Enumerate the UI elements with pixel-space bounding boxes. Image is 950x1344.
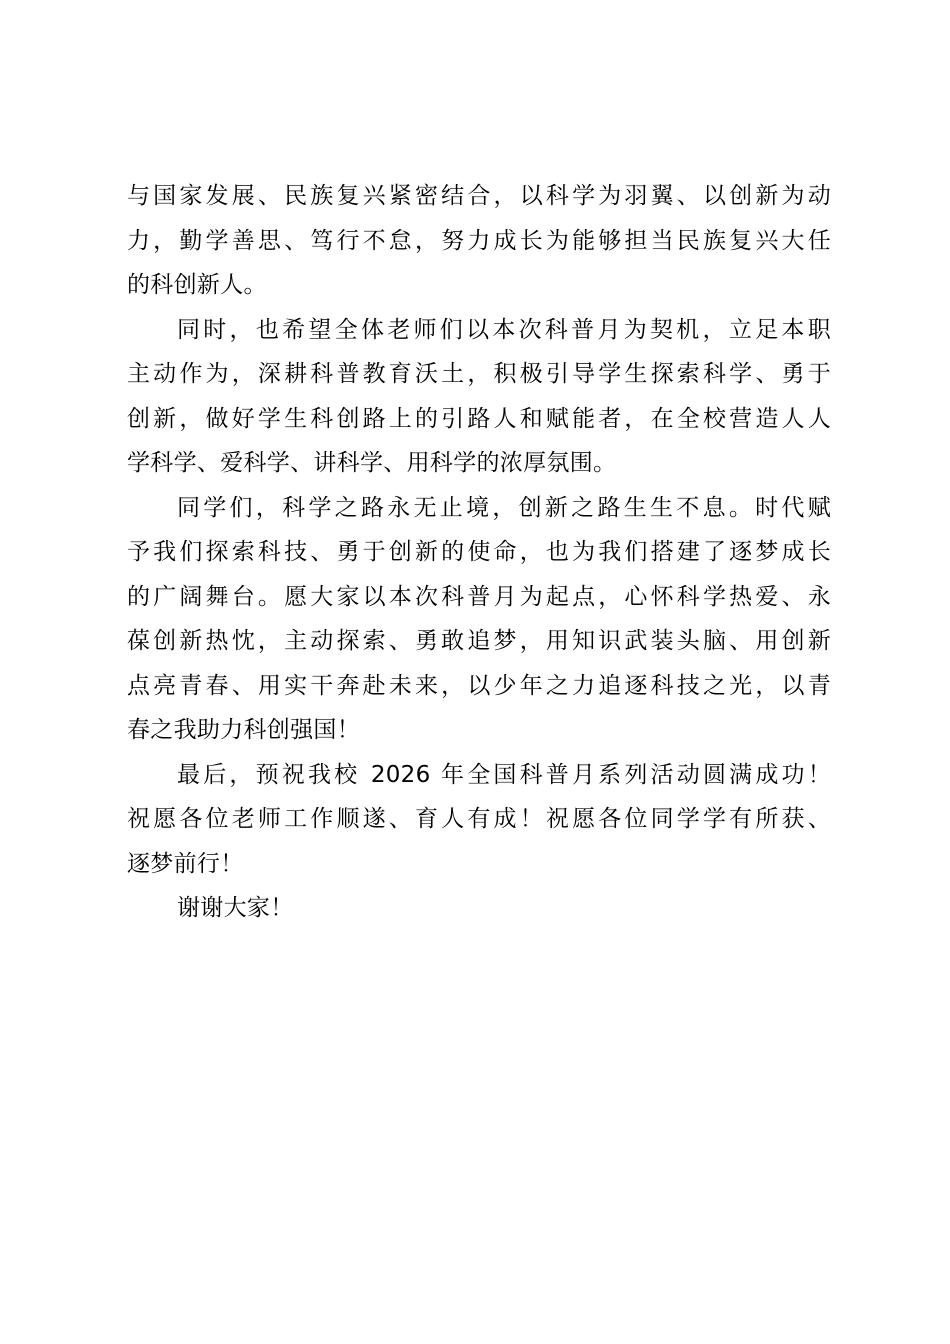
paragraph-line: 最后，预祝我校 2026 年全国科普月系列活动圆满成功！ [177,761,831,788]
paragraph-3 [127,486,831,753]
paragraph-line: 春之我助力科创强国！ [127,717,360,743]
speech-body [127,174,831,931]
paragraph-line: 谢谢大家！ [177,895,294,921]
paragraph-5 [127,886,831,931]
paragraph-line: 点亮青春、用实干奔赴未来，以少年之力追逐科技之光，以青 [127,672,831,699]
paragraph-line: 予我们探索科技、勇于创新的使命，也为我们搭建了逐梦成长 [127,539,831,565]
paragraph-line: 同学们，科学之路永无止境，创新之路生生不息。时代赋 [177,494,831,521]
paragraph-1 [127,174,831,308]
paragraph-line: 逐梦前行！ [127,850,244,877]
paragraph-line: 葆创新热忱，主动探索、勇敢追梦，用知识武装头脑、用创新 [127,628,831,654]
paragraph-line: 祝愿各位老师工作顺遂、育人有成！祝愿各位同学学有所获、 [127,806,831,832]
paragraph-line: 学科学、爱科学、讲科学、用科学的浓厚氛围。 [127,450,617,476]
paragraph-line: 力，勤学善思、笃行不怠，努力成长为能够担当民族复兴大任 [127,227,831,254]
paragraph-4 [127,753,831,887]
paragraph-line: 与国家发展、民族复兴紧密结合，以科学为羽翼、以创新为动 [127,183,831,209]
paragraph-line: 同时，也希望全体老师们以本次科普月为契机，立足本职 [177,316,831,343]
paragraph-line: 的科创新人。 [127,272,267,298]
paragraph-2 [127,308,831,486]
paragraph-line: 主动作为，深耕科普教育沃土，积极引导学生探索科学、勇于 [127,361,831,387]
paragraph-line: 的广阔舞台。愿大家以本次科普月为起点，心怀科学热爱、永 [127,583,831,610]
paragraph-line: 创新，做好学生科创路上的引路人和赋能者，在全校营造人人 [127,405,831,432]
